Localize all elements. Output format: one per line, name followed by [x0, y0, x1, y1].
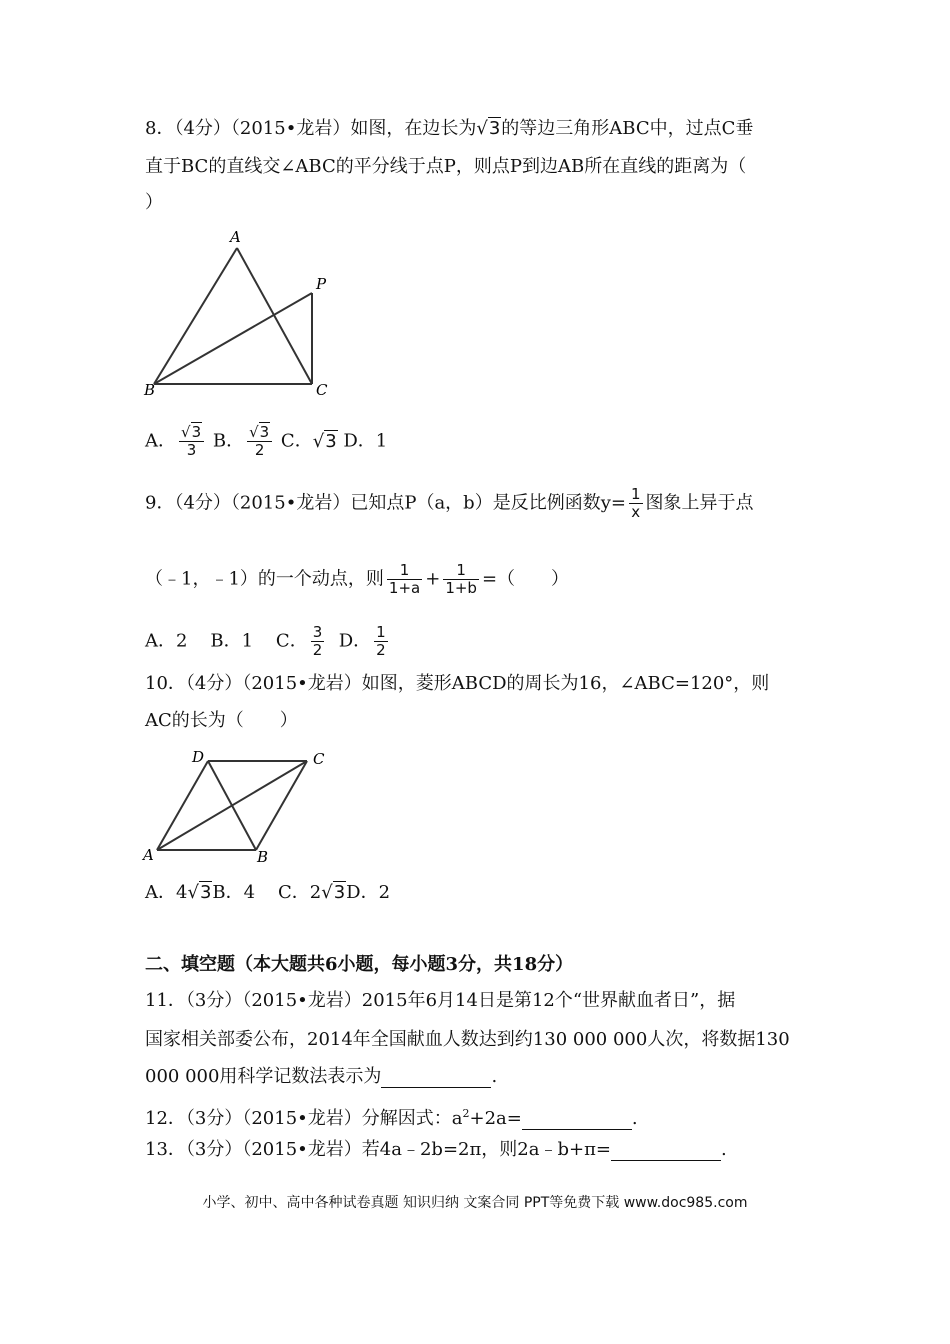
q11-line3: [145, 1066, 497, 1088]
q8-option-a: A．: [145, 430, 176, 452]
q8-option-b: B．: [212, 430, 245, 452]
q9-line2: [145, 562, 569, 597]
sqrt-3-a: √3: [187, 882, 212, 903]
label-d: D: [192, 748, 205, 766]
q9-line2-text: （﹣1，﹣1）的一个动点，则: [145, 568, 384, 590]
q12-line: [145, 1103, 638, 1130]
bisector-bp: [154, 293, 312, 384]
q9-option-c: C．: [275, 630, 308, 652]
q8-option-c: C．: [280, 430, 313, 452]
answer-blank[interactable]: [611, 1142, 721, 1161]
sqrt-3-c: √3: [321, 882, 346, 903]
answer-blank[interactable]: [381, 1069, 491, 1088]
section-heading: 二、填空题（本大题共6小题，每小题3分，共18分）: [145, 954, 574, 975]
side-ad: [157, 761, 208, 850]
q9-option-a: A．2: [145, 630, 188, 652]
label-p: P: [316, 275, 327, 293]
q8-line3: ）: [145, 192, 163, 213]
q9-line1-text: 9．（4分）（2015•龙岩）已知点P（a，b）是反比例函数y=: [145, 492, 626, 514]
q10-option-a: A．4: [145, 882, 188, 903]
sqrt-3: √3: [476, 118, 501, 139]
q8-line1-text-end: 的等边三角形ABC中，过点C垂: [501, 118, 754, 139]
q10-option-c: C．2: [277, 882, 322, 903]
q8-line1-text: 8．（4分）（2015•龙岩）如图，在边长为: [145, 118, 477, 139]
q13-text: 13．（3分）（2015•龙岩）若4a﹣2b=2π，则2a﹣b+π=: [145, 1139, 612, 1160]
period: .: [491, 1066, 498, 1087]
label-b: B: [257, 848, 269, 866]
plus-sign: +: [425, 568, 441, 590]
q10-options: [145, 882, 390, 904]
label-a: A: [230, 228, 241, 246]
label-b: B: [144, 381, 156, 399]
q8-options: [145, 424, 387, 459]
q8-triangle-figure: [130, 225, 350, 400]
diagonal-bd: [208, 761, 256, 850]
label-c: C: [316, 381, 328, 399]
q12-text: 12．（3分）（2015•龙岩）分解因式：a: [145, 1108, 463, 1129]
q10-line2: AC的长为（ ）: [145, 710, 298, 731]
q10-rhombus-figure: [135, 742, 345, 867]
label-c: C: [313, 750, 325, 768]
fraction-3-over-2: $\frac{3}{2}$: [312, 623, 323, 659]
q10-option-b: B．4: [212, 882, 256, 903]
answer-blank[interactable]: [522, 1111, 632, 1130]
q11-line1: 11．（3分）（2015•龙岩）2015年6月14日是第12个“世界献血者日”，据: [145, 990, 736, 1011]
q8-line2: 直于BC的直线交∠ABC的平分线于点P，则点P到边AB所在直线的距离为（: [145, 156, 747, 177]
q9-line1-text-end: 图象上异于点: [645, 492, 754, 514]
q9-options: [145, 624, 391, 659]
superscript: 2: [462, 1107, 470, 1120]
fraction-1-over-x: $\frac{1}{x}$: [630, 485, 641, 521]
fraction-1-over-2: $\frac{1}{2}$: [376, 623, 386, 659]
footer-text: 小学、初中、高中各种试卷真题 知识归纳 文案合同 PPT等免费下载 www.doc985.com: [202, 1195, 748, 1211]
q8-line1: [145, 118, 753, 140]
q8-option-d: D．1: [343, 430, 388, 452]
fraction-1-over-1-plus-b: $\frac{1}{1+b}$: [445, 561, 477, 597]
period: .: [631, 1108, 638, 1129]
fraction-sqrt3-over-3: $\frac{√3}{3}$: [179, 424, 204, 459]
q12-text-mid: +2a=: [469, 1108, 522, 1129]
q13-line: [145, 1139, 727, 1161]
q9-line2-text-end: =（ ）: [481, 568, 570, 590]
q11-line3-text: 000 000用科学记数法表示为: [145, 1066, 382, 1087]
side-bc: [256, 761, 307, 850]
side-ab: [154, 248, 237, 384]
q9-line1: [145, 486, 754, 521]
side-ac: [237, 248, 312, 384]
fraction-1-over-1-plus-a: $\frac{1}{1+a}$: [388, 561, 421, 597]
label-a: A: [143, 846, 154, 864]
q9-option-d: D．: [338, 630, 372, 652]
q11-line2: 国家相关部委公布，2014年全国献血人数达到约130 000 000人次，将数据130: [145, 1029, 790, 1050]
period: .: [721, 1139, 727, 1160]
fraction-sqrt3-over-2: $\frac{√3}{2}$: [247, 424, 272, 459]
q9-option-b: B．1: [210, 630, 254, 652]
q10-line1: 10．（4分）（2015•龙岩）如图，菱形ABCD的周长为16，∠ABC=120°，则: [145, 673, 770, 694]
sqrt-3-option: √3: [312, 430, 337, 452]
q10-option-d: D．2: [346, 882, 391, 903]
